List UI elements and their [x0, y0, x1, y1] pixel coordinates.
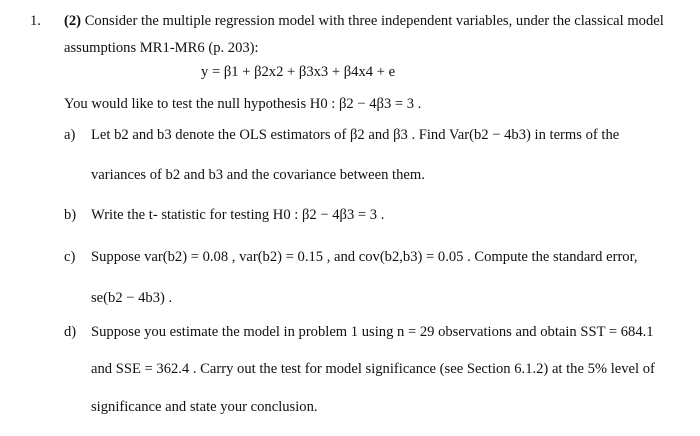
part-d-text-line-1: Suppose you estimate the model in problem 1 using n = 29 observations and obtain SST = 684.1 [91, 324, 654, 340]
problem-intro-text: Consider the multiple regression model with three independent variables, under the classical model [84, 13, 664, 29]
part-a-text-line-1: Let b2 and b3 denote the OLS estimators of β2 and β3 . Find Var(b2 − 4b3) in terms of the [91, 127, 620, 143]
part-b-label: b) [64, 207, 77, 223]
part-c-label: c) [64, 249, 76, 265]
part-a-text-line-2: variances of b2 and b3 and the covariance between them. [91, 167, 425, 183]
part-b-text: Write the t- statistic for testing H0 : β2 − 4β3 = 3 . [91, 207, 385, 223]
part-c-text-line-1: Suppose var(b2) = 0.08 , var(b2) = 0.15 , and cov(b2,b3) = 0.05 . Compute the standard error, [91, 249, 638, 265]
problem-points: (2) [64, 13, 82, 29]
problem-statement-line-2: assumptions MR1-MR6 (p. 203): [64, 40, 259, 56]
part-c-text-line-2: se(b2 − 4b3) . [91, 290, 173, 306]
part-a-label: a) [64, 127, 76, 143]
part-d-text-line-2: and SSE = 362.4 . Carry out the test for model significance (see Section 6.1.2) at the 5% level of [91, 361, 655, 377]
part-d-label: d) [64, 324, 77, 340]
part-d-text-line-3: significance and state your conclusion. [91, 399, 318, 415]
regression-equation: y = β1 + β2x2 + β3x3 + β4x4 + e [201, 64, 396, 80]
problem-number: 1. [30, 13, 41, 29]
null-hypothesis-statement: You would like to test the null hypothesis H0 : β2 − 4β3 = 3 . [64, 96, 422, 112]
problem-statement-line-1 [64, 12, 664, 30]
